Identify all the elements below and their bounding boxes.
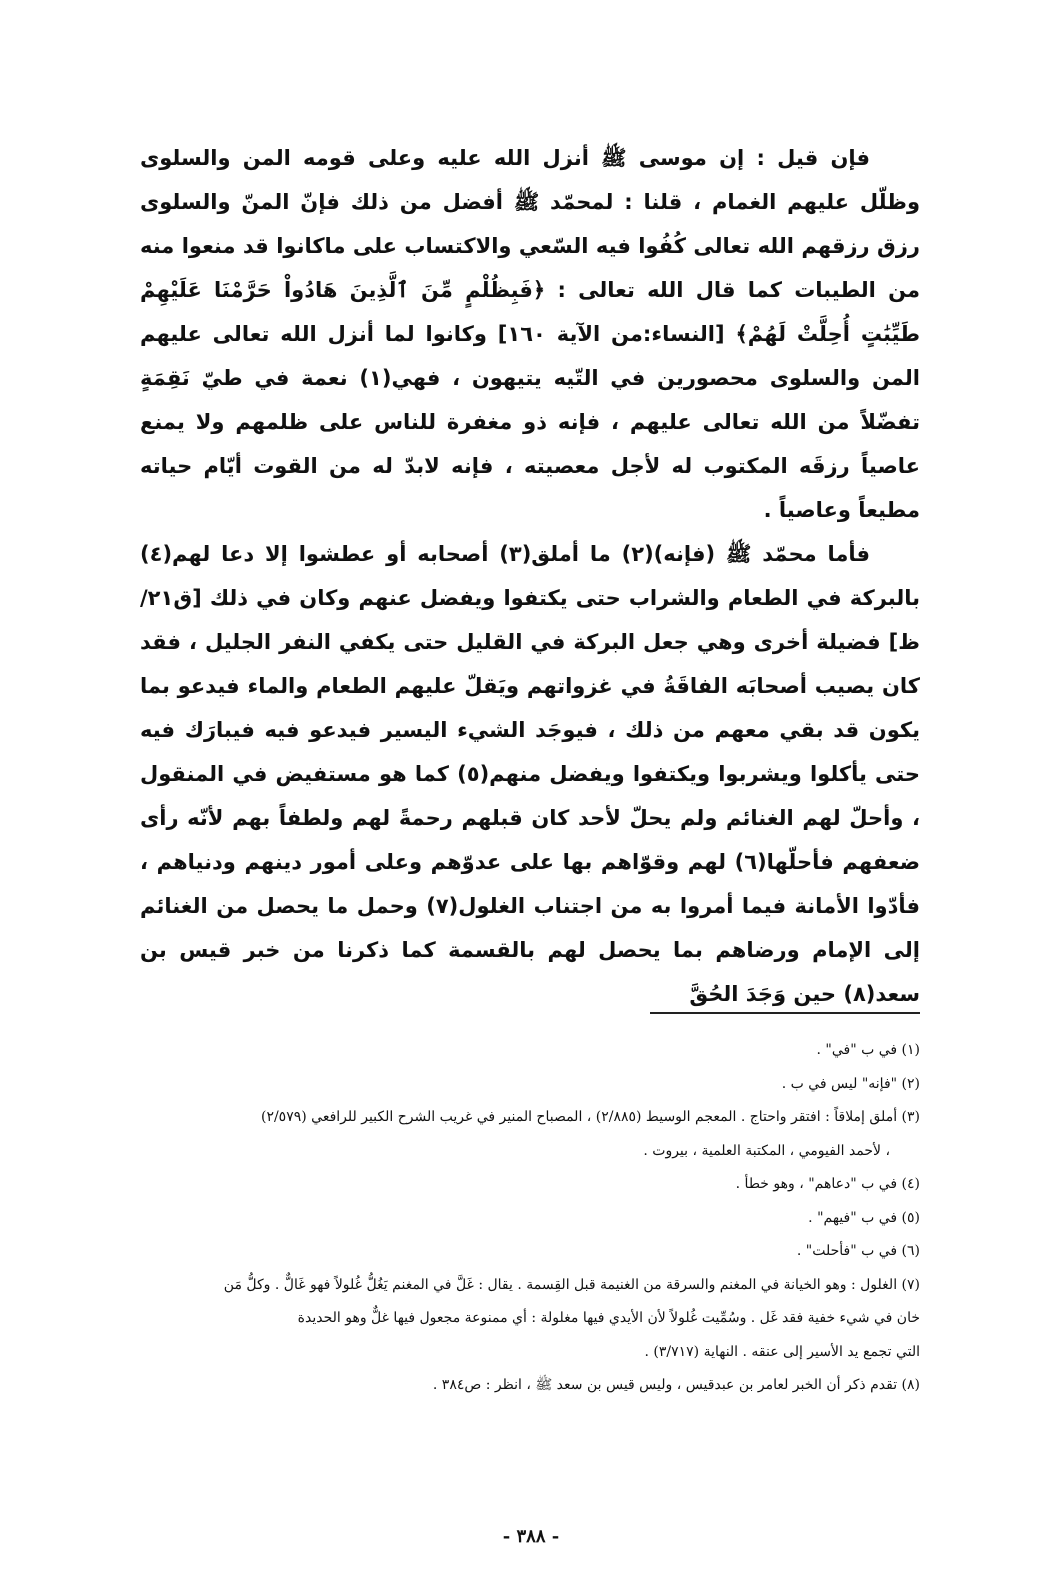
paragraph-2: فأما محمّد ﷺ (فإنه)(٢) ما أملق(٣) أصحابه أو عطشوا إلا دعا لهم(٤) بالبركة في الطعام والشراب حتى يكتفوا ويفضل عنهم وكان في ذلك [ق٢١/ظ] فضيلة أخرى وهي جعل البركة في القليل حتى يكفي النفر الجليل ، فقد كان يصيب أصحابَه الفاقَةُ في غزواتهم ويَقلّ عليهم الطعام والماء فيدعو بما يكون قد بقي معهم من ذلك ، فيوجَد الشيء اليسير فيدعو فيه فيبارَك فيه حتى يأكلوا ويشربوا ويكتفوا ويفضل منهم(٥) كما هو مستفيض في المنقول ، وأحلّ لهم الغنائم ولم يحلّ لأحد كان قبلهم رحمةً لهم ولطفاً بهم لأنّه رأى ضعفهم فأحلّها(٦) لهم وقوّاهم بها على عدوّهم وعلى أمور دينهم ودنياهم ، فأدّوا الأمانة فيما أمروا به من اجتناب الغلول(٧) وحمل ما يحصل من الغنائم إلى الإمام ورضاهم بما يحصل لهم بالقسمة كما ذكرنا من خبر قيس بن سعد(٨) حين وَجَدَ الحُقَّ [140, 542, 921, 1006]
footnote-7-line-2: خان في شيء خفية فقد غَل . وسُمِّيت غُلولاً لأن الأيدي فيها مغلولة : أي ممنوعة مجعول فيها غلٌّ وهو الحديدة [297, 1310, 920, 1326]
footnote-7-line-3: التي تجمع يد الأسير إلى عنقه . النهاية (٣/٧١٧) . [644, 1343, 920, 1360]
footnote-1: (١) في ب "في" . [816, 1042, 920, 1058]
footnote-7: (٧) الغلول : وهو الخيانة في المغنم والسرقة من الغنيمة قبل القِسمة . يقال : غَلَّ في المغنم يَغُلُّ غُلولاً فهو غَالٌّ . وكلُّ مَن [223, 1276, 920, 1293]
footnote-3-continuation: ، لأحمد الفيومي ، المكتبة العلمية ، بيروت . [643, 1142, 890, 1159]
paragraph-1: فإن قيل : إن موسى ﷺ أنزل الله عليه وعلى قومه المن والسلوى وظلّل عليهم الغمام ، قلنا : لمحمّد ﷺ أفضل من ذلك فإنّ المنّ والسلوى رزق رزقهم الله تعالى كُفُوا فيه السّعي والاكتساب على ماكانوا قد منعوا منه من الطيبات كما قال الله تعالى : ﴿فَبِظُلْمٍ مِّنَ ٱلَّذِينَ هَادُواْ حَرَّمْنَا عَلَيْهِمْ طَيِّبَٰتٍ أُحِلَّتْ لَهُمْ﴾ [النساء:من الآية ١٦٠] وكانوا لما أنزل الله تعالى عليهم المن والسلوى محصورين في التّيه يتيهون ، فهي(١) نعمة في طيّ نَقِمَةٍ تفضّلاً من الله تعالى عليهم ، فإنه ذو مغفرة للناس على ظلمهم ولا يمنع عاصياً رزقَه المكتوب له لأجل معصيته ، فإنه لابدّ له من القوت أيّام حياته مطيعاً وعاصياً . [140, 146, 921, 522]
main-text [140, 136, 920, 1016]
footnote-8: (٨) تقدم ذكر أن الخبر لعامر بن عبدقيس ، وليس قيس بن سعد ﷺ ، انظر : ص٣٨٤ . [432, 1377, 920, 1393]
footnote-2: (٢) "فإنه" ليس في ب . [781, 1075, 920, 1092]
footnote-4: (٤) في ب "دعاهم" ، وهو خطأ . [735, 1176, 920, 1192]
footnote-3: (٣) أملق إملاقاً : افتقر واحتاج . المعجم الوسيط (٢/٨٨٥) ، المصباح المنير في غريب الشرح الكبير للرافعي (٢/٥٧٩) [260, 1109, 920, 1125]
footnote-6: (٦) في ب "فأحلت" . [796, 1243, 920, 1259]
footnote-separator [650, 1012, 920, 1014]
footnotes [120, 1034, 920, 1403]
footnote-5: (٥) في ب "فيهم" . [808, 1209, 920, 1226]
page-number: - ٣٨٨ - [502, 1526, 560, 1547]
